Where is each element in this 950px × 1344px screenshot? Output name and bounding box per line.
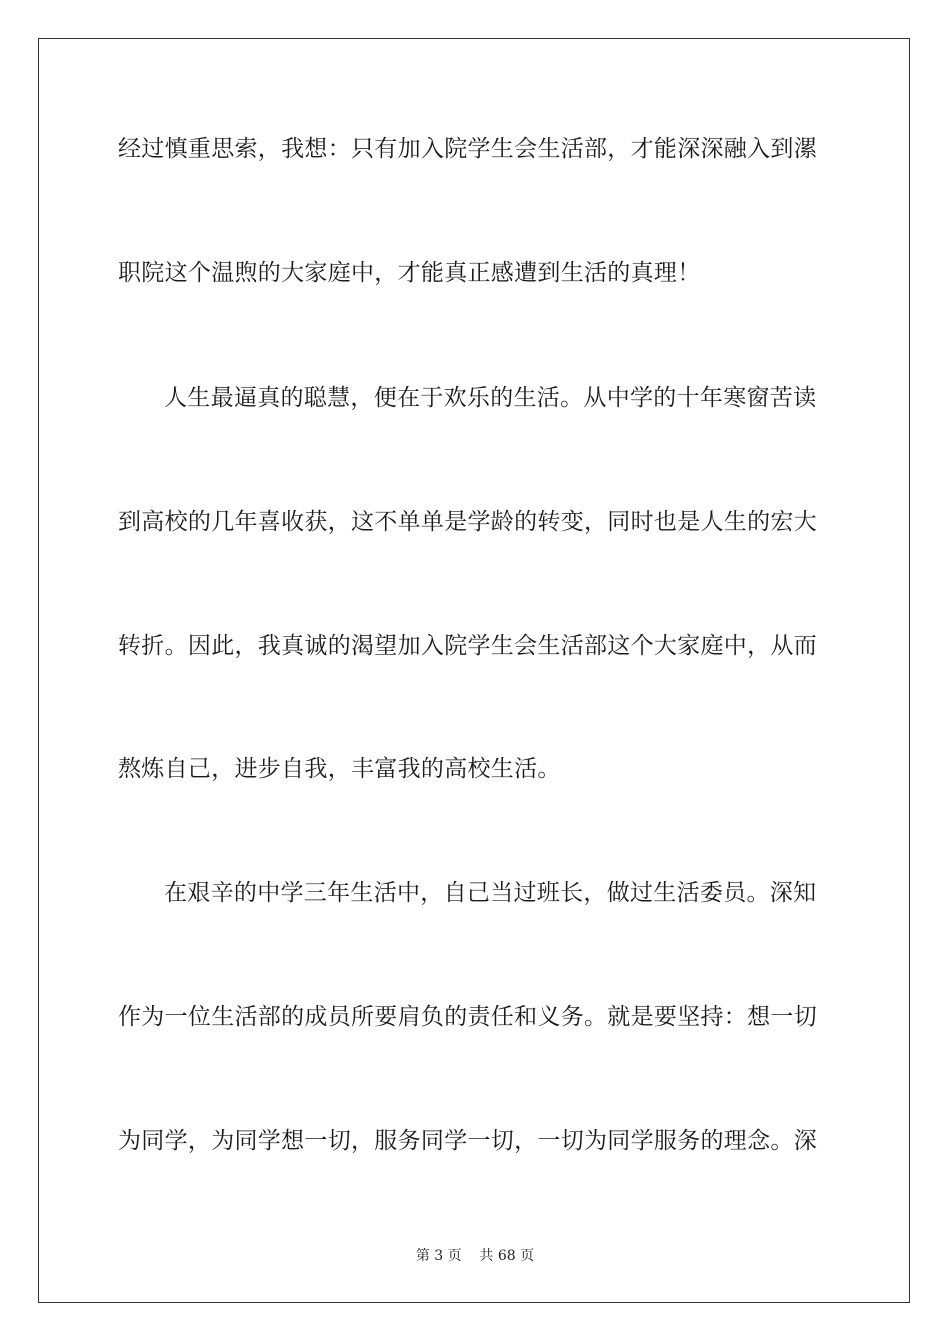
page-number-footer: 第 3 页 共 68 页 xyxy=(415,1248,535,1264)
text-line-3: 人生最逼真的聪慧，便在于欢乐的生活。从中学的十年寒窗苦读 xyxy=(164,385,817,411)
text-line-1: 经过慎重思索，我想：只有加入院学生会生活部，才能深深融入到漯 xyxy=(118,136,817,162)
text-line-4: 到高校的几年喜收获，这不单单是学龄的转变，同时也是人生的宏大 xyxy=(118,509,817,535)
text-line-2: 职院这个温煦的大家庭中，才能真正感遭到生活的真理！ xyxy=(118,260,701,286)
text-line-6: 熬炼自己，进步自我，丰富我的高校生活。 xyxy=(118,756,561,782)
text-line-7: 在艰辛的中学三年生活中，自己当过班长，做过生活委员。深知 xyxy=(164,880,817,906)
page-border xyxy=(38,38,910,1303)
text-line-5: 转折。因此，我真诚的渴望加入院学生会生活部这个大家庭中，从而 xyxy=(118,633,817,659)
text-line-9: 为同学，为同学想一切，服务同学一切，一切为同学服务的理念。深 xyxy=(118,1128,817,1154)
text-line-8: 作为一位生活部的成员所要肩负的责任和义务。就是要坚持：想一切 xyxy=(118,1004,817,1030)
